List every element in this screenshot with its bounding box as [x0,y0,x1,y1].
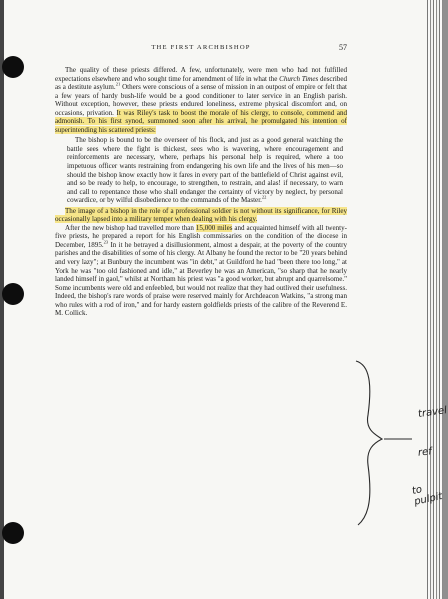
highlighted-text: It was Riley's task to boost the morale of his clergy, to console, commend and admonish. To his first synod, summoned soon after his arrival, he promulgated his intention of superintending his scattered priests: [55,108,347,134]
highlighted-text: 15,000 miles [195,223,233,232]
text-run: and acquainted himself with all twenty-five priests, he prepared a report for his English commissaries on the condition of the diocese in December, 1895. [55,223,347,249]
margin-note-3: to pulpit [411,484,444,508]
page-number: 57 [339,43,347,52]
footnote-ref: 23 [103,239,109,245]
punch-hole-middle [2,283,24,305]
text-run: The quality of these priests differed. A few, unfortunately, were men who had not fulfilled expectations elsewhere and who sought time for amendment of life in what the [55,66,347,83]
punch-hole-bottom [2,522,24,544]
margin-note-2: ref [417,446,433,459]
paragraph [55,66,347,134]
body-text [55,66,347,318]
running-head: THE FIRST ARCHBISHOP [151,44,251,51]
margin-note-1: travel [417,405,448,420]
text-run: After the new bishop had travelled more than [65,223,196,232]
book-page [55,44,347,318]
page-header [55,44,347,58]
highlighted-text: The image of a bishop in the role of a professional soldier is not without its significance, for Riley occasionally lapsed into a military temper when dealing with his clergy. [55,206,347,224]
italic-text: Church Times [279,74,319,83]
text-run: The bishop is bound to be the overseer of his flock, and just as a good general watching the battle sees where the fight is thickest, sees who is wavering, where encouragement and reinforcements are necessary, where, perhaps his personal help is required, where a too impetuous officer wants restraining from endangering his own life and the lives of his men—so should the bishop know exactly how it fares in every part of the battlefield of Christ against evil, and so be ready to help, to encourage, to strengthen, to restrain, and alas! if necessary, to warn and call to repentance those who shall endanger the certainty of victory by neglect, by personal cowardice, or by wilful disobedience to the commands of the Master. [67,136,343,205]
block-quote [67,136,343,204]
text-run: Others were conscious of a sense of mission in an outpost of empire or felt that a few years of hardy bush-life would be a good conditioner to later service in an English parish. Without exception, however, these priests endured loneliness, extreme physical discomfort and, on occasions, privation. [55,83,347,117]
punch-hole-top [2,56,24,78]
footnote-ref: 22 [261,194,267,200]
text-run: described as a destitute asylum. [55,74,348,92]
margin-annotations [350,355,448,555]
paragraph [55,224,347,318]
text-run: In it he betrayed a disillusionment, almost a despair, at the poverty of the country parishes and the disabilities of some of his clergy. At Albany he found the rector to be "20 years behind and very lazy"; at Bunbury the incumbent was "in debt," at Guildford he had "been there too long," at York he was "too old fashioned and idle," at Beverley he was an American, "so sharp that he nearly landed himself in gaol," whilst at Northam his priest was "a good worker, but abrupt and quarrelsome." Some incumbents were old and enfeebled, but would not realize that they had outlived their usefulness. Indeed, the bishop's rare words of praise were reserved mainly for Archdeacon Watkins, "a strong man who rules with a rod of iron," and for hardy eastern goldfields priests of the calibre of the Reverend E. M. Collick. [55,240,347,318]
paragraph [55,207,347,224]
footnote-ref: 21 [115,81,121,87]
